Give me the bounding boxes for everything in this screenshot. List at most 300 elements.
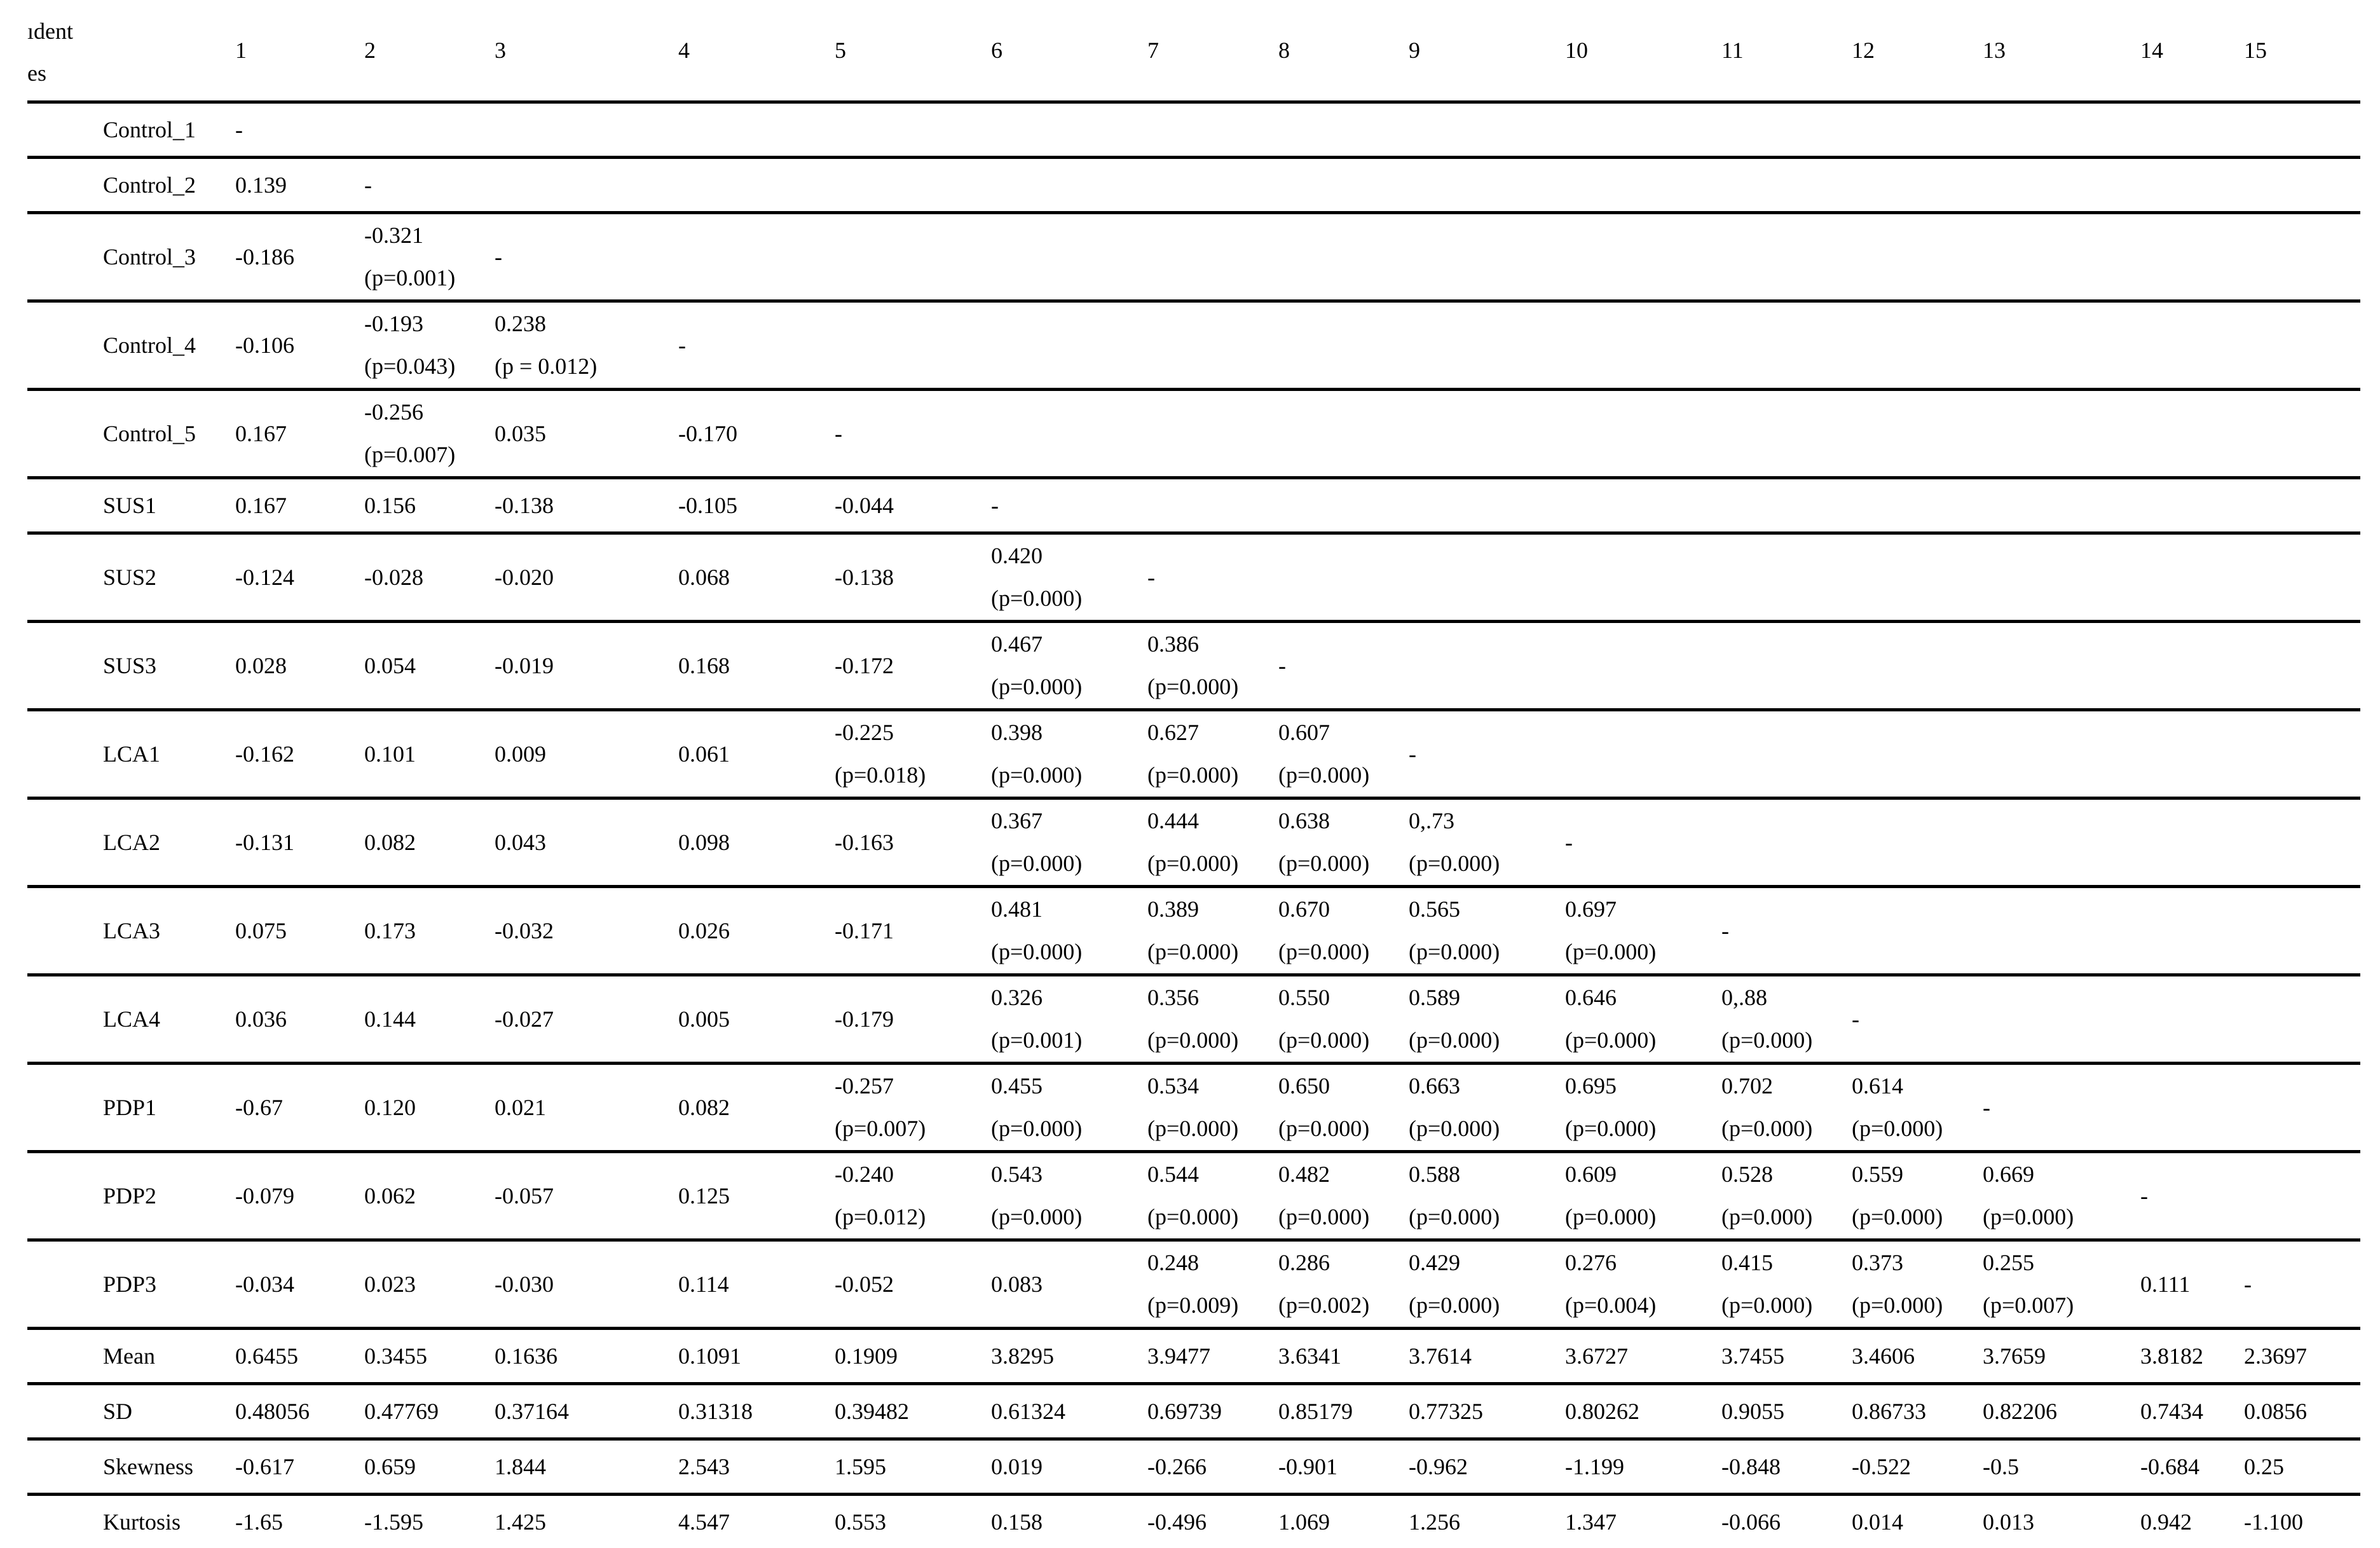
value-cell: 1.844 [495,1439,678,1495]
p-value: (p=0.043) [364,345,495,388]
correlation-cell [1409,1240,1565,1329]
empty-cell [1721,798,1852,887]
correlation-cell [835,710,991,798]
empty-cell [1983,710,2140,798]
empty-cell [1565,390,1721,478]
value-cell: 0.3455 [364,1329,495,1384]
value-cell: 0.021 [495,1064,678,1152]
correlation-value: 0.238 [495,303,678,345]
column-header: 6 [991,0,1147,102]
empty-cell [1983,798,2140,887]
correlation-value: 0.255 [1983,1242,2140,1284]
correlation-cell [1409,887,1565,975]
value-cell: -1.595 [364,1495,495,1548]
correlation-value: 0.248 [1147,1242,1278,1284]
value-cell: 3.6341 [1278,1329,1409,1384]
row-spacer-cell [27,533,103,622]
correlation-value: 0.697 [1565,888,1721,931]
value-cell: -0.496 [1147,1495,1278,1548]
value-cell: -0.962 [1409,1439,1565,1495]
empty-cell [2140,710,2244,798]
value-cell: 0.48056 [235,1384,364,1439]
value-cell: 0.144 [364,975,495,1064]
p-value: (p=0.000) [1147,842,1278,885]
correlation-value: 0.386 [1147,623,1278,666]
value-cell: 0.0856 [2244,1384,2360,1439]
value-cell: 0.009 [495,710,678,798]
correlation-value: -0.225 [835,711,991,754]
p-value: (p=0.000) [1565,931,1721,973]
correlation-cell [1983,1240,2140,1329]
value-cell: -1.65 [235,1495,364,1548]
table-row [27,1064,2360,1152]
empty-cell [991,301,1147,390]
value-cell: - [235,102,364,158]
correlation-cell [835,1152,991,1240]
value-cell: 0.111 [2140,1240,2244,1329]
correlation-cell [1278,975,1409,1064]
value-cell: - [364,158,495,213]
p-value: (p=0.000) [1721,1107,1852,1150]
correlation-cell [1147,710,1278,798]
p-value: (p=0.000) [1147,754,1278,797]
correlation-value: 0.398 [991,711,1147,754]
empty-cell [2244,1064,2360,1152]
correlation-cell [1147,887,1278,975]
value-cell: 0.075 [235,887,364,975]
empty-cell [1409,622,1565,710]
value-cell: - [678,301,835,390]
p-value: (p=0.000) [1721,1284,1852,1327]
correlation-cell [1278,1152,1409,1240]
p-value: (p=0.000) [991,666,1147,708]
empty-cell [991,158,1147,213]
empty-cell [2244,213,2360,301]
correlation-cell [1565,1064,1721,1152]
empty-cell [1565,213,1721,301]
row-spacer-cell [27,798,103,887]
value-cell: 1.069 [1278,1495,1409,1548]
correlation-cell [495,301,678,390]
table-row [27,1329,2360,1384]
column-header: 10 [1565,0,1721,102]
empty-cell [1565,301,1721,390]
empty-cell [1852,158,1983,213]
table-row [27,478,2360,533]
correlation-value: 0.534 [1147,1065,1278,1107]
value-cell: 0.120 [364,1064,495,1152]
table-row [27,158,2360,213]
empty-cell [1721,102,1852,158]
correlation-value: 0.356 [1147,976,1278,1019]
correlation-value: 0.543 [991,1153,1147,1196]
correlation-value: 0.702 [1721,1065,1852,1107]
value-cell: 0.69739 [1147,1384,1278,1439]
value-cell: 0.1091 [678,1329,835,1384]
table-row [27,798,2360,887]
value-cell: 0.062 [364,1152,495,1240]
table-row [27,1439,2360,1495]
value-cell: -0.052 [835,1240,991,1329]
row-label: PDP3 [103,1240,235,1329]
correlation-value: 0.609 [1565,1153,1721,1196]
correlation-value: 0.589 [1409,976,1565,1019]
row-label: LCA2 [103,798,235,887]
empty-cell [991,213,1147,301]
value-cell: 2.543 [678,1439,835,1495]
row-label: Control_3 [103,213,235,301]
value-cell: 1.425 [495,1495,678,1548]
empty-cell [1852,213,1983,301]
value-cell: 0.098 [678,798,835,887]
correlation-value: 0.528 [1721,1153,1852,1196]
empty-cell [2140,390,2244,478]
correlation-value: 0.695 [1565,1065,1721,1107]
row-label: LCA4 [103,975,235,1064]
empty-cell [2244,710,2360,798]
empty-cell [1565,102,1721,158]
empty-cell [1278,301,1409,390]
empty-cell [1278,102,1409,158]
correlation-value: 0.326 [991,976,1147,1019]
value-cell: 0.9055 [1721,1384,1852,1439]
value-cell: - [835,390,991,478]
correlation-value: 0.638 [1278,800,1409,842]
p-value: (p=0.000) [1278,1196,1409,1238]
correlation-cell [1983,1152,2140,1240]
p-value: (p=0.000) [1147,666,1278,708]
p-value: (p=0.000) [991,754,1147,797]
row-label: LCA1 [103,710,235,798]
empty-cell [2140,301,2244,390]
corner-header-line-2: es [27,60,46,86]
row-spacer-cell [27,102,103,158]
correlation-value: 0.415 [1721,1242,1852,1284]
table-row [27,1495,2360,1548]
column-header: 14 [2140,0,2244,102]
corner-header-line-1: ıdent [27,18,73,45]
value-cell: 0.083 [991,1240,1147,1329]
column-header: 11 [1721,0,1852,102]
empty-cell [1721,710,1852,798]
correlation-value: -0.321 [364,214,495,257]
correlation-cell [991,533,1147,622]
row-spacer-cell [27,1384,103,1439]
p-value: (p=0.000) [1852,1107,1983,1150]
value-cell: 0.77325 [1409,1384,1565,1439]
empty-cell [2244,301,2360,390]
correlation-cell [1147,622,1278,710]
empty-cell [2244,158,2360,213]
value-cell: -0.172 [835,622,991,710]
value-cell: -0.030 [495,1240,678,1329]
empty-cell [1565,710,1721,798]
value-cell: 3.4606 [1852,1329,1983,1384]
empty-cell [2140,975,2244,1064]
value-cell: 0.6455 [235,1329,364,1384]
value-cell: 2.3697 [2244,1329,2360,1384]
correlation-value: 0.467 [991,623,1147,666]
correlation-cell [1147,975,1278,1064]
row-spacer-cell [27,1152,103,1240]
empty-cell [1983,478,2140,533]
value-cell: 0.054 [364,622,495,710]
correlation-value: 0.588 [1409,1153,1565,1196]
correlation-cell [1565,1152,1721,1240]
empty-cell [1565,158,1721,213]
column-header: 13 [1983,0,2140,102]
value-cell: 1.256 [1409,1495,1565,1548]
row-spacer-cell [27,158,103,213]
value-cell: 3.8182 [2140,1329,2244,1384]
value-cell: 0.158 [991,1495,1147,1548]
table-row [27,1152,2360,1240]
column-header: 3 [495,0,678,102]
table-row [27,390,2360,478]
value-cell: -0.079 [235,1152,364,1240]
value-cell: -0.124 [235,533,364,622]
value-cell: -0.027 [495,975,678,1064]
value-cell: 0.80262 [1565,1384,1721,1439]
value-cell: 0.61324 [991,1384,1147,1439]
correlation-value: -0.193 [364,303,495,345]
empty-cell [1147,102,1278,158]
value-cell: 0.47769 [364,1384,495,1439]
table-row [27,213,2360,301]
value-cell: -0.057 [495,1152,678,1240]
correlation-cell [1852,1152,1983,1240]
value-cell: 0.82206 [1983,1384,2140,1439]
p-value: (p=0.007) [835,1107,991,1150]
value-cell: -0.901 [1278,1439,1409,1495]
empty-cell [1721,622,1852,710]
correlation-value: 0.646 [1565,976,1721,1019]
empty-cell [2244,975,2360,1064]
value-cell: - [991,478,1147,533]
empty-cell [835,213,991,301]
p-value: (p=0.000) [1278,754,1409,797]
p-value: (p=0.007) [1983,1284,2140,1327]
p-value: (p=0.000) [1147,1019,1278,1062]
correlation-value: -0.240 [835,1153,991,1196]
row-spacer-cell [27,1240,103,1329]
value-cell: -0.179 [835,975,991,1064]
row-spacer-cell [27,1064,103,1152]
value-cell: 0.1909 [835,1329,991,1384]
correlation-value: 0.614 [1852,1065,1983,1107]
value-cell: -0.138 [835,533,991,622]
table-row [27,975,2360,1064]
p-value: (p=0.000) [1565,1019,1721,1062]
correlation-value: 0.482 [1278,1153,1409,1196]
correlation-cell [991,887,1147,975]
value-cell: 0.125 [678,1152,835,1240]
value-cell: 3.7455 [1721,1329,1852,1384]
empty-cell [1278,158,1409,213]
value-cell: 3.7614 [1409,1329,1565,1384]
correlation-cell [1565,887,1721,975]
empty-cell [2244,1152,2360,1240]
correlation-value: 0.670 [1278,888,1409,931]
empty-cell [2244,887,2360,975]
value-cell: - [1409,710,1565,798]
empty-cell [1409,533,1565,622]
value-cell: -1.199 [1565,1439,1721,1495]
correlation-cell [1721,1152,1852,1240]
empty-cell [1409,301,1565,390]
corner-header-cell [27,0,103,102]
correlation-table [27,0,2360,1548]
empty-cell [2140,533,2244,622]
correlation-value: 0.481 [991,888,1147,931]
value-cell: 0.167 [235,478,364,533]
correlation-cell [991,975,1147,1064]
empty-cell [1147,158,1278,213]
value-cell: 0.31318 [678,1384,835,1439]
value-cell: 0.168 [678,622,835,710]
correlation-cell [1147,1152,1278,1240]
value-cell: 0.101 [364,710,495,798]
empty-cell [2140,158,2244,213]
value-cell: 0.25 [2244,1439,2360,1495]
correlation-cell [364,301,495,390]
p-value: (p=0.000) [991,577,1147,620]
p-value: (p=0.000) [1409,842,1565,885]
p-value: (p=0.000) [991,1107,1147,1150]
p-value: (p=0.000) [1983,1196,2140,1238]
correlation-cell [991,798,1147,887]
value-cell: -0.044 [835,478,991,533]
empty-cell [2140,798,2244,887]
value-cell: 0.1636 [495,1329,678,1384]
table-body [27,0,2360,1548]
row-spacer-cell [27,1495,103,1548]
value-cell: 0.082 [364,798,495,887]
p-value: (p=0.000) [1278,931,1409,973]
empty-cell [1721,533,1852,622]
value-cell: 0.013 [1983,1495,2140,1548]
correlation-value: 0.444 [1147,800,1278,842]
value-cell: -0.138 [495,478,678,533]
value-cell: -0.5 [1983,1439,2140,1495]
empty-cell [1983,301,2140,390]
correlation-cell [1565,975,1721,1064]
p-value: (p=0.007) [364,434,495,476]
value-cell: -0.186 [235,213,364,301]
empty-cell [364,102,495,158]
correlation-value: 0.420 [991,535,1147,577]
table-header-row [27,0,2360,102]
correlation-cell [1278,1064,1409,1152]
p-value: (p=0.018) [835,754,991,797]
correlation-value: 0.663 [1409,1065,1565,1107]
empty-cell [1983,213,2140,301]
correlation-value: 0.544 [1147,1153,1278,1196]
row-spacer-cell [27,975,103,1064]
p-value: (p=0.000) [1409,1284,1565,1327]
empty-cell [835,158,991,213]
value-cell: 0.014 [1852,1495,1983,1548]
empty-cell [1852,478,1983,533]
column-header: 9 [1409,0,1565,102]
empty-cell [1278,478,1409,533]
p-value: (p=0.009) [1147,1284,1278,1327]
p-value: (p=0.000) [1565,1107,1721,1150]
row-spacer-cell [27,1329,103,1384]
empty-cell [1983,622,2140,710]
empty-cell [2140,622,2244,710]
p-value: (p=0.000) [1147,1196,1278,1238]
empty-cell [678,102,835,158]
value-cell: 1.347 [1565,1495,1721,1548]
correlation-value: 0.373 [1852,1242,1983,1284]
value-cell: 0.659 [364,1439,495,1495]
empty-cell [1852,798,1983,887]
value-cell: -0.106 [235,301,364,390]
empty-cell [2140,213,2244,301]
row-label: Kurtosis [103,1495,235,1548]
correlation-cell [1278,887,1409,975]
table-row [27,887,2360,975]
p-value: (p=0.000) [1409,1019,1565,1062]
value-cell: 0.019 [991,1439,1147,1495]
empty-cell [495,158,678,213]
value-cell: 3.8295 [991,1329,1147,1384]
empty-cell [1852,710,1983,798]
value-cell: - [1983,1064,2140,1152]
correlation-value: 0.650 [1278,1065,1409,1107]
correlation-value: 0.627 [1147,711,1278,754]
empty-cell [2244,102,2360,158]
correlation-cell [991,622,1147,710]
p-value: (p=0.000) [1147,1107,1278,1150]
empty-cell [835,102,991,158]
column-header: 12 [1852,0,1983,102]
table-row [27,533,2360,622]
p-value: (p=0.004) [1565,1284,1721,1327]
empty-cell [991,102,1147,158]
empty-cell [991,390,1147,478]
value-cell: - [2244,1240,2360,1329]
value-cell: -0.019 [495,622,678,710]
row-label: Control_1 [103,102,235,158]
row-label: Control_4 [103,301,235,390]
empty-cell [2244,798,2360,887]
value-cell: 0.026 [678,887,835,975]
correlation-cell [1409,798,1565,887]
value-cell: -0.522 [1852,1439,1983,1495]
table-row [27,301,2360,390]
table-row [27,622,2360,710]
correlation-value: 0.559 [1852,1153,1983,1196]
empty-cell [1147,478,1278,533]
value-cell: -0.848 [1721,1439,1852,1495]
p-value: (p=0.001) [364,257,495,299]
correlation-cell [1409,975,1565,1064]
table-row [27,710,2360,798]
correlation-value: 0,.88 [1721,976,1852,1019]
correlation-cell [364,213,495,301]
row-spacer-cell [27,622,103,710]
correlation-cell [991,710,1147,798]
value-cell: -0.028 [364,533,495,622]
p-value: (p=0.012) [835,1196,991,1238]
empty-cell [495,102,678,158]
empty-cell [1983,975,2140,1064]
correlation-value: 0.669 [1983,1153,2140,1196]
value-cell: 0.005 [678,975,835,1064]
value-cell: 1.595 [835,1439,991,1495]
